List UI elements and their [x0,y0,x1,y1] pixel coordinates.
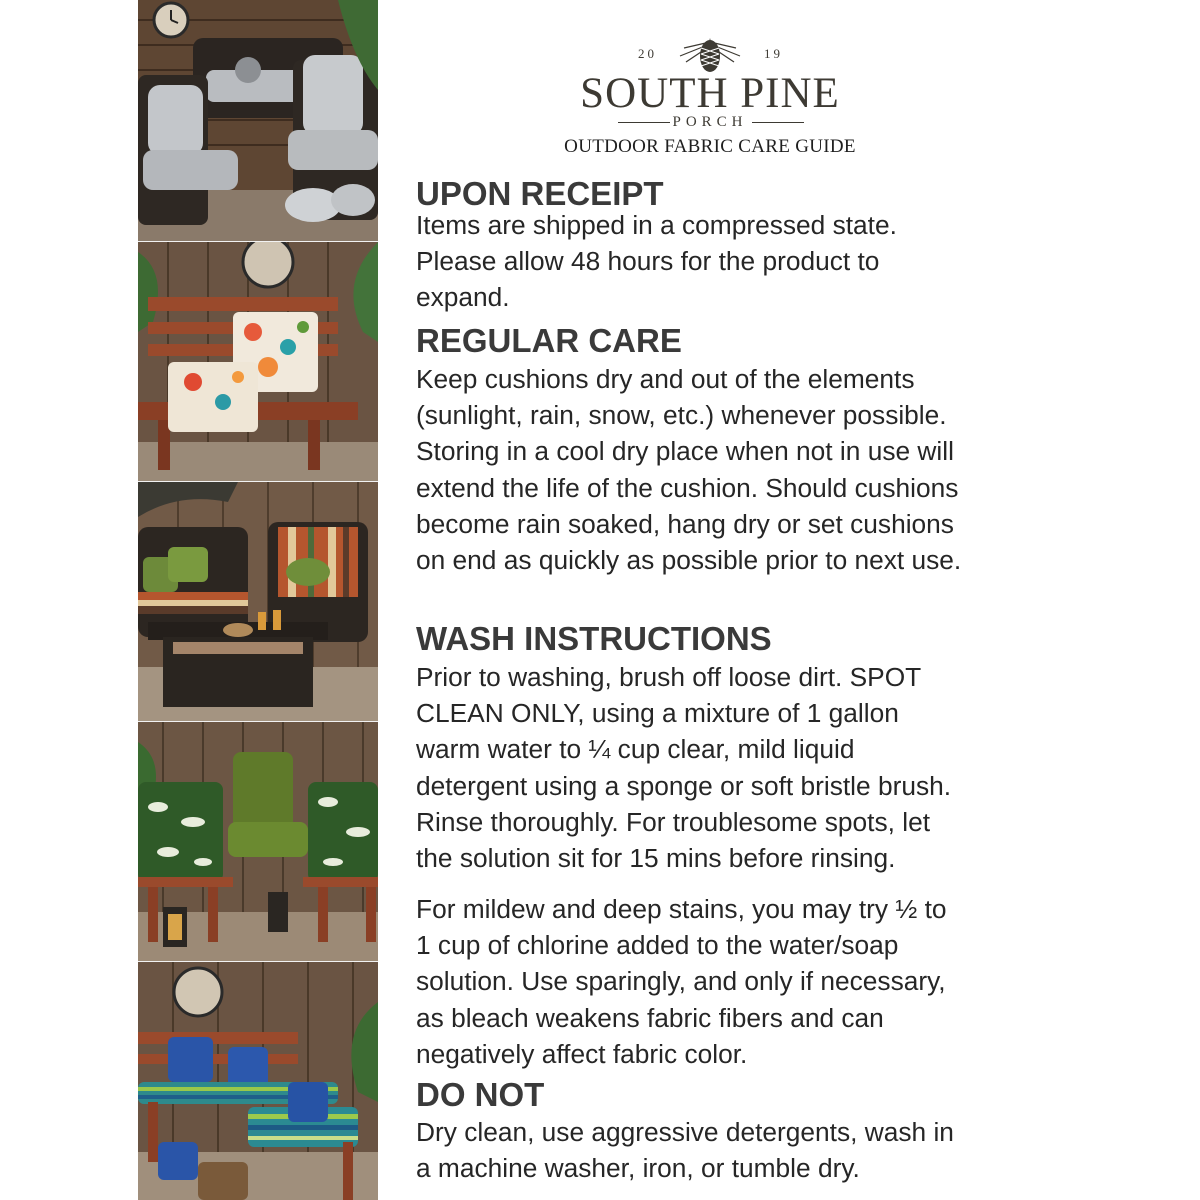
brand-year-right: 19 [764,46,783,61]
brand-subname: PORCH [672,114,748,130]
text-line: as bleach weakens fabric fibers and can [416,1002,884,1033]
text-line: Please allow 48 hours for the product to [416,246,880,277]
text-line: For mildew and deep stains, you may try ½ to [416,894,947,924]
text-line: (sunlight, rain, snow, etc.) whenever possible. [416,400,947,431]
text-line: solution. Use sparingly, and only if necessary, [416,966,946,997]
text-line: detergent using a sponge or soft bristle brush. [416,770,952,801]
heading-do-not: DO NOT [416,1076,545,1113]
do-not-text [416,1114,1076,1186]
text-line: Storing in a cool dry place when not in use will [416,436,954,467]
text-line: a machine washer, iron, or tumble dry. [416,1153,860,1184]
text-line: expand. [416,282,510,313]
photo-strip [138,0,378,1200]
text-line: Keep cushions dry and out of the elements [416,364,915,394]
text-line: extend the life of the cushion. Should cushions [416,472,959,503]
photo-floral-pillows [138,242,378,482]
heading-upon-receipt: UPON RECEIPT [416,175,664,212]
mildew-text [416,891,1076,1072]
photo-tropical-cushions [138,722,378,962]
text-line: the solution sit for 15 mins before rinsing. [416,843,896,874]
text-line: on end as quickly as possible prior to next use. [416,545,962,576]
brand-year-left: 20 [638,46,657,61]
wash-text [416,659,1076,876]
brand-name: SOUTH PINE [580,70,840,117]
text-line: become rain soaked, hang dry or set cushions [416,508,954,539]
text-line: Prior to washing, brush off loose dirt. SPOT [416,662,922,692]
heading-regular-care: REGULAR CARE [416,322,682,359]
photo-grey-cushions [138,0,378,242]
receipt-text [416,207,1076,316]
text-line: CLEAN ONLY, using a mixture of 1 gallon [416,698,899,729]
text-line: Items are shipped in a compressed state. [416,210,897,240]
heading-wash-instructions: WASH INSTRUCTIONS [416,620,772,657]
photo-striped-cushions [138,482,378,722]
text-line: 1 cup of chlorine added to the water/soap [416,930,899,961]
text-line: Rinse thoroughly. For troublesome spots, let [416,806,931,837]
text-line: negatively affect fabric color. [416,1038,748,1069]
pinecone-icon [670,36,750,74]
text-line: warm water to ¼ cup clear, mild liquid [416,734,855,765]
text-line: Dry clean, use aggressive detergents, wash in [416,1117,954,1147]
arrow-right-ornament [752,122,804,123]
regular-care-text [416,361,1076,578]
guide-title: OUTDOOR FABRIC CARE GUIDE [564,136,856,157]
photo-blue-cushions [138,962,378,1200]
